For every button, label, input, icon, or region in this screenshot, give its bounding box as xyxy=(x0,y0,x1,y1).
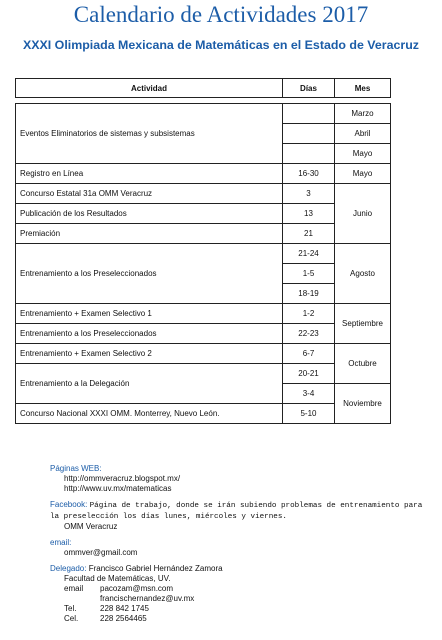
days-cell: 1-2 xyxy=(283,304,335,324)
days-cell: 3-4 xyxy=(283,384,335,404)
activity-cell: Entrenamiento a los Preseleccionados xyxy=(16,324,283,344)
activity-cell: Entrenamiento a la Delegación xyxy=(16,364,283,404)
days-cell: 21 xyxy=(283,224,335,244)
delegado-name: Francisco Gabriel Hernández Zamora xyxy=(88,564,223,573)
facebook-section xyxy=(50,500,430,532)
table-row xyxy=(16,104,391,124)
month-cell: Agosto xyxy=(335,244,391,304)
activity-cell: Entrenamiento a los Preseleccionados xyxy=(16,244,283,304)
table-row xyxy=(16,344,391,364)
delegado-section xyxy=(50,564,430,624)
web-link[interactable]: http://ommveracruz.blogspot.mx/ xyxy=(64,474,181,483)
facebook-text: Página de trabajo, donde se irán subiendo problemas de entrenamiento para la preselección los días lunes, miércoles y viernes. xyxy=(50,502,423,521)
activity-cell: Concurso Nacional XXXI OMM. Monterrey, Nuevo León. xyxy=(16,404,283,424)
table-row xyxy=(16,304,391,324)
faculty-name: Facultad de Matemáticas, UV. xyxy=(64,574,171,583)
days-cell: 22-23 xyxy=(283,324,335,344)
email-section xyxy=(50,538,430,558)
table-row xyxy=(16,184,391,204)
month-cell: Mayo xyxy=(335,144,391,164)
facebook-name[interactable]: OMM Veracruz xyxy=(64,522,118,531)
web-link[interactable]: http://www.uv.mx/matematicas xyxy=(64,484,172,493)
facebook-label: Facebook: xyxy=(50,500,88,509)
tel-label: Tel. xyxy=(64,604,77,613)
month-cell: Noviembre xyxy=(335,384,391,424)
days-cell: 20-21 xyxy=(283,364,335,384)
activity-cell: Eventos Eliminatorios de sistemas y subsistemas xyxy=(16,104,283,164)
days-cell xyxy=(283,144,335,164)
days-cell: 18-19 xyxy=(283,284,335,304)
activity-cell: Premiación xyxy=(16,224,283,244)
days-cell: 6-7 xyxy=(283,344,335,364)
month-cell: Octubre xyxy=(335,344,391,384)
web-section xyxy=(50,464,430,494)
activity-cell: Concurso Estatal 31a OMM Veracruz xyxy=(16,184,283,204)
contact-info xyxy=(50,464,430,624)
days-cell xyxy=(283,104,335,124)
contact-email-label: email xyxy=(64,584,84,593)
email-link[interactable]: ommver@gmail.com xyxy=(64,548,138,557)
page-title: Calendario de Actividades 2017 xyxy=(73,2,369,27)
table-row xyxy=(16,164,391,184)
month-cell: Septiembre xyxy=(335,304,391,344)
column-header-actividad: Actividad xyxy=(16,79,283,98)
table-row xyxy=(16,224,391,244)
table-row xyxy=(16,204,391,224)
days-cell: 16-30 xyxy=(283,164,335,184)
table-row xyxy=(16,324,391,344)
days-cell: 3 xyxy=(283,184,335,204)
activity-cell: Entrenamiento + Examen Selectivo 2 xyxy=(16,344,283,364)
days-cell: 1-5 xyxy=(283,264,335,284)
activities-table xyxy=(15,78,391,424)
tel-value: 228 842 1745 xyxy=(100,604,149,613)
days-cell: 13 xyxy=(283,204,335,224)
activity-cell: Publicación de los Resultados xyxy=(16,204,283,224)
web-label: Páginas WEB: xyxy=(50,464,102,473)
activity-cell: Registro en Línea xyxy=(16,164,283,184)
contact-email[interactable]: francischernandez@uv.mx xyxy=(100,594,195,603)
activity-cell: Entrenamiento + Examen Selectivo 1 xyxy=(16,304,283,324)
month-cell: Mayo xyxy=(335,164,391,184)
days-cell: 21-24 xyxy=(283,244,335,264)
table-row xyxy=(16,244,391,264)
column-header-mes: Mes xyxy=(335,79,391,98)
month-cell: Junio xyxy=(335,184,391,244)
month-cell: Marzo xyxy=(335,104,391,124)
table-row xyxy=(16,364,391,384)
table-row xyxy=(16,404,391,424)
cel-label: Cel. xyxy=(64,614,79,623)
month-cell: Abril xyxy=(335,124,391,144)
email-label: email: xyxy=(50,538,72,547)
days-cell xyxy=(283,124,335,144)
contact-email[interactable]: pacozam@msn.com xyxy=(100,584,174,593)
delegado-label: Delegado: xyxy=(50,564,87,573)
cel-value: 228 2564465 xyxy=(100,614,147,623)
table-header-row xyxy=(16,79,391,98)
days-cell: 5-10 xyxy=(283,404,335,424)
column-header-dias: Días xyxy=(283,79,335,98)
page-subtitle: XXXI Olimpiada Mexicana de Matemáticas en el Estado de Veracruz xyxy=(23,38,419,52)
